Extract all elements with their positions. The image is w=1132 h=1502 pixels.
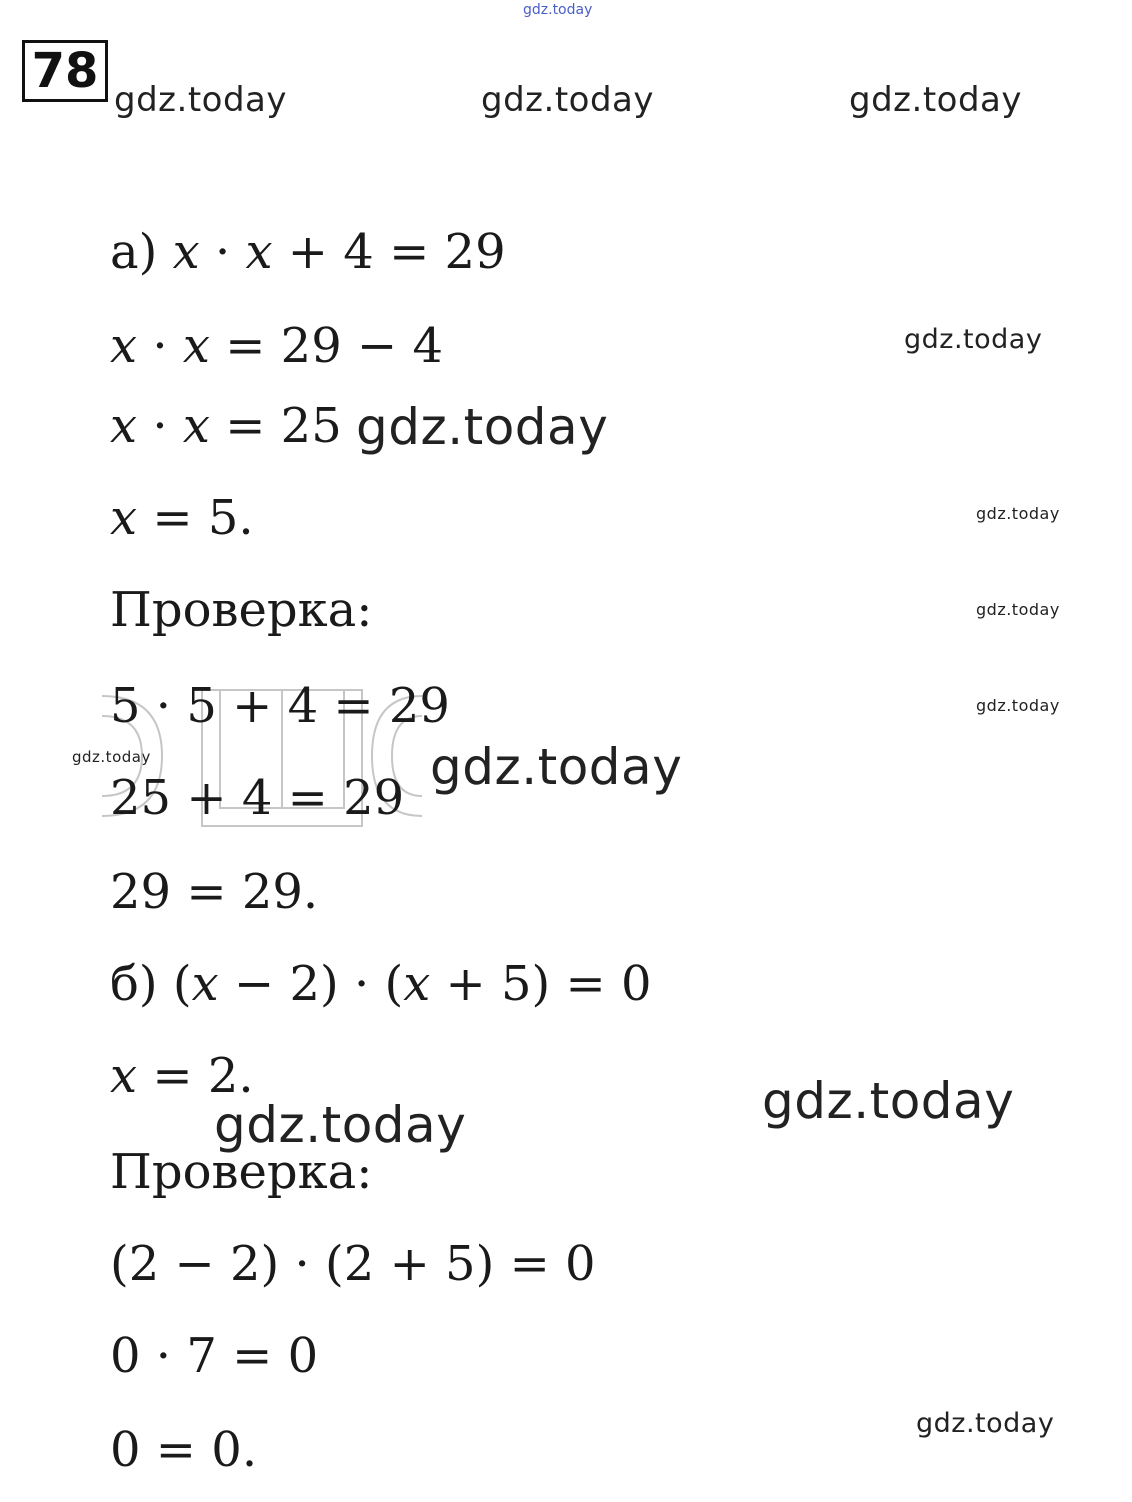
- equation-a-5: 5 · 5 + 4 = 29: [110, 678, 450, 734]
- equation-b-2: x = 2.: [110, 1048, 254, 1104]
- equation-a-3: x · x = 25: [110, 398, 342, 454]
- watermark: gdz.today: [976, 504, 1060, 523]
- equation-text: x · x + 4 = 29: [172, 224, 506, 280]
- part-a-label: а): [110, 224, 173, 280]
- equation-b-1: [110, 954, 652, 1014]
- equation-text: (x − 2) · (x + 5) = 0: [172, 956, 652, 1012]
- watermark: gdz.today: [356, 398, 609, 456]
- watermark: gdz.today: [72, 748, 151, 766]
- watermark: gdz.today: [481, 80, 654, 120]
- check-label-b: Проверка:: [110, 1144, 373, 1200]
- equation-a-1: [110, 222, 506, 282]
- part-b-label: б): [110, 956, 173, 1012]
- check-label-a: Проверка:: [110, 582, 373, 638]
- equation-b-4: 0 · 7 = 0: [110, 1328, 319, 1384]
- watermark: gdz.today: [430, 738, 683, 796]
- equation-b-5: 0 = 0.: [110, 1422, 258, 1478]
- watermark: gdz.today: [762, 1072, 1015, 1130]
- equation-b-3: (2 − 2) · (2 + 5) = 0: [110, 1236, 596, 1292]
- equation-a-4: x = 5.: [110, 490, 254, 546]
- watermark: gdz.today: [114, 80, 287, 120]
- watermark-top: gdz.today: [523, 2, 593, 18]
- watermark: gdz.today: [904, 324, 1043, 355]
- equation-a-7: 29 = 29.: [110, 864, 319, 920]
- watermark: gdz.today: [849, 80, 1022, 120]
- problem-number: 78: [22, 40, 108, 102]
- watermark: gdz.today: [214, 1096, 467, 1154]
- watermark: gdz.today: [976, 600, 1060, 619]
- equation-a-2: x · x = 29 − 4: [110, 318, 444, 374]
- watermark: gdz.today: [976, 696, 1060, 715]
- equation-a-6: 25 + 4 = 29: [110, 770, 405, 826]
- watermark: gdz.today: [916, 1408, 1055, 1439]
